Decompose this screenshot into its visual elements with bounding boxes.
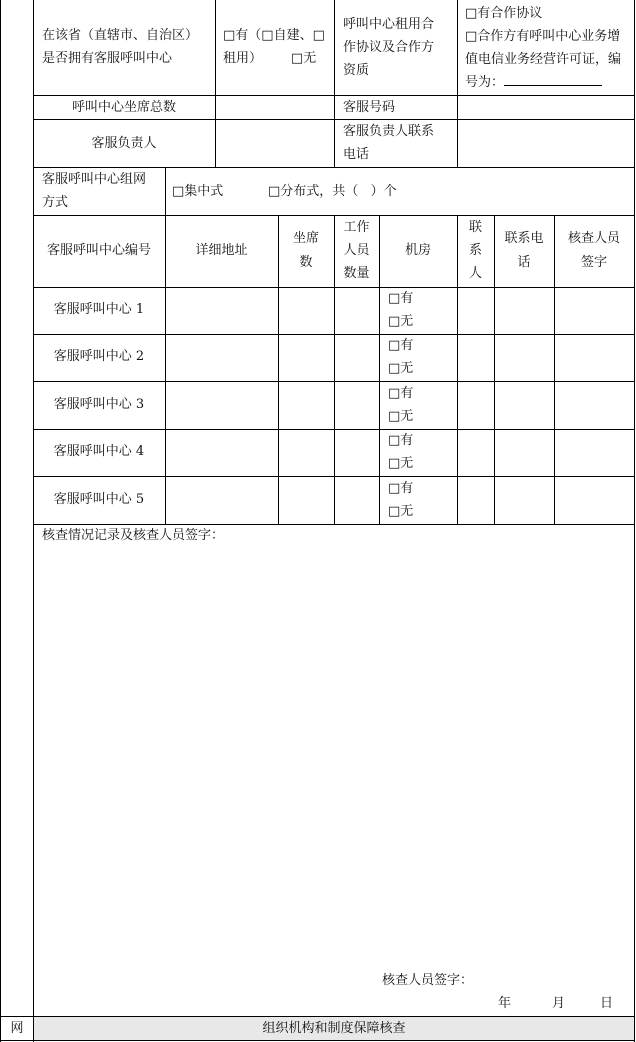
header-inspector-2: 签字 bbox=[580, 255, 607, 270]
header-seats-1: 坐席 bbox=[292, 231, 319, 246]
room-no-checkbox[interactable]: □无 bbox=[388, 361, 414, 376]
header-seats-2: 数 bbox=[299, 255, 313, 270]
room-yes-checkbox[interactable]: □有 bbox=[388, 386, 414, 401]
centralized-checkbox[interactable]: □集中式 bbox=[172, 184, 224, 199]
header-address: 详细地址 bbox=[195, 243, 248, 258]
header-phone-2: 话 bbox=[517, 255, 531, 270]
row-name: 客服呼叫中心 3 bbox=[53, 397, 145, 412]
header-id: 客服呼叫中心编号 bbox=[46, 243, 151, 258]
room-yes-checkbox[interactable]: □有 bbox=[388, 338, 414, 353]
rent-option-agreement[interactable]: □有合作协议 bbox=[465, 6, 543, 21]
manager-phone-label-1: 客服负责人联系 bbox=[343, 124, 435, 139]
header-phone-1: 联系电 bbox=[504, 231, 544, 246]
footer-title: 组织机构和制度保障核查 bbox=[262, 1021, 406, 1036]
manager-phone-label-2: 电话 bbox=[343, 147, 370, 162]
manager-label: 客服负责人 bbox=[91, 136, 157, 151]
left-column-label: 网 bbox=[10, 1021, 24, 1036]
header-staff-3: 数量 bbox=[343, 266, 370, 281]
license-number-label: 号为： bbox=[465, 75, 505, 90]
row-name: 客服呼叫中心 1 bbox=[53, 302, 145, 317]
signature-label: 核查人员签字： bbox=[382, 973, 474, 988]
header-contact-1: 联 bbox=[468, 220, 482, 235]
row-name: 客服呼叫中心 2 bbox=[53, 349, 145, 364]
row-name: 客服呼叫中心 5 bbox=[53, 492, 145, 507]
row-name: 客服呼叫中心 4 bbox=[53, 444, 145, 459]
date-day: 日 bbox=[600, 996, 614, 1011]
room-no-checkbox[interactable]: □无 bbox=[388, 314, 414, 329]
header-contact-3: 人 bbox=[468, 266, 482, 281]
room-yes-checkbox[interactable]: □有 bbox=[388, 481, 414, 496]
own-option-line-1[interactable]: □有（□自建、□ bbox=[223, 28, 325, 43]
rent-option-license-2: 值电信业务经营许可证，编 bbox=[465, 52, 622, 67]
room-yes-checkbox[interactable]: □有 bbox=[388, 433, 414, 448]
distributed-checkbox[interactable]: □分布式，共（ ）个 bbox=[268, 184, 397, 199]
room-no-checkbox[interactable]: □无 bbox=[388, 456, 414, 471]
seats-total-label: 呼叫中心坐席总数 bbox=[71, 100, 176, 115]
question-line-2: 是否拥有客服呼叫中心 bbox=[42, 51, 173, 66]
rent-label-line-2: 作协议及合作方 bbox=[343, 40, 435, 55]
rent-label-line-3: 资质 bbox=[343, 63, 370, 78]
header-room: 机房 bbox=[404, 243, 431, 258]
own-option-line-2[interactable]: 租用） □无 bbox=[223, 51, 317, 66]
rent-label-line-1: 呼叫中心租用合 bbox=[343, 17, 435, 32]
question-line-1: 在该省（直辖市、自治区） bbox=[42, 28, 199, 43]
date-month: 月 bbox=[552, 996, 566, 1011]
notes-label: 核查情况记录及核查人员签字： bbox=[42, 528, 225, 543]
rent-option-license-1[interactable]: □合作方有呼叫中心业务增 bbox=[465, 29, 621, 44]
header-contact-2: 系 bbox=[468, 243, 482, 258]
date-year: 年 bbox=[498, 996, 512, 1011]
header-staff-2: 人员 bbox=[343, 243, 370, 258]
license-number-line[interactable] bbox=[465, 71, 602, 94]
header-inspector-1: 核查人员 bbox=[567, 231, 620, 246]
room-no-checkbox[interactable]: □无 bbox=[388, 409, 414, 424]
header-staff-1: 工作 bbox=[343, 220, 370, 235]
notes-area[interactable] bbox=[34, 548, 634, 968]
network-label-1: 客服呼叫中心组网 bbox=[42, 172, 147, 187]
license-number-blank[interactable] bbox=[504, 71, 602, 86]
room-yes-checkbox[interactable]: □有 bbox=[388, 291, 414, 306]
room-no-checkbox[interactable]: □无 bbox=[388, 504, 414, 519]
network-label-2: 方式 bbox=[42, 195, 69, 210]
service-number-label: 客服号码 bbox=[343, 100, 396, 115]
